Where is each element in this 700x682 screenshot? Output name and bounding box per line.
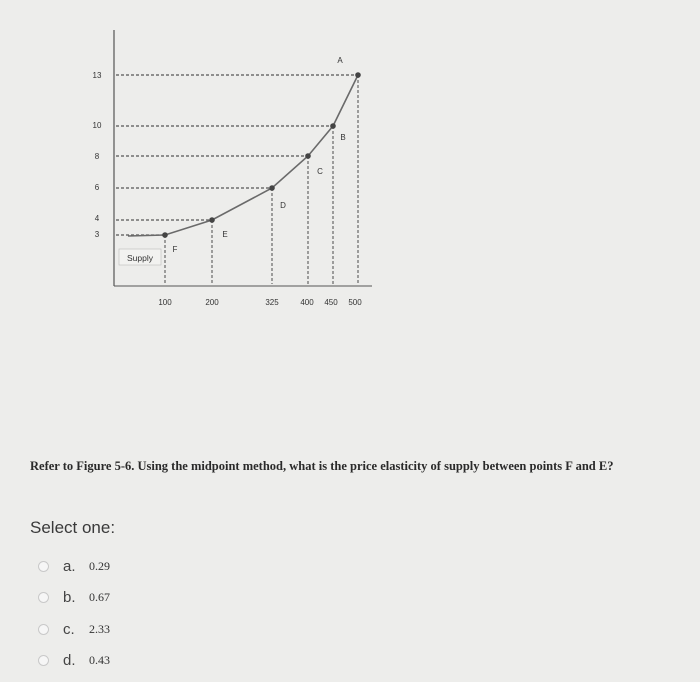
option-c[interactable] (38, 619, 110, 639)
y-tick-label: 6 (94, 183, 100, 192)
option-value: 0.29 (89, 558, 110, 573)
point-label-b: B (340, 133, 346, 142)
point-f (162, 232, 168, 238)
chart-points (162, 56, 361, 254)
point-label-a: A (337, 56, 343, 65)
option-a[interactable] (38, 556, 110, 576)
x-tick-label: 325 (265, 298, 279, 307)
y-tick-label: 3 (94, 230, 100, 239)
option-b[interactable] (38, 587, 110, 607)
supply-chart (0, 0, 700, 320)
radio-icon[interactable] (38, 561, 49, 572)
point-e (209, 217, 215, 223)
option-letter: d. (63, 651, 76, 669)
chart-tick-labels (93, 71, 363, 307)
radio-icon[interactable] (38, 655, 49, 666)
point-label-e: E (222, 230, 228, 239)
y-tick-label: 10 (92, 121, 102, 130)
radio-icon[interactable] (38, 592, 49, 603)
y-tick-label: 8 (94, 152, 100, 161)
x-tick-label: 500 (348, 298, 362, 307)
point-label-d: D (280, 201, 286, 210)
option-value: 0.67 (89, 589, 110, 604)
y-tick-label: 13 (92, 71, 102, 80)
option-letter: a. (63, 557, 76, 575)
y-tick-label: 4 (94, 214, 100, 223)
point-c (305, 153, 311, 159)
option-letter: b. (63, 588, 76, 606)
point-b (330, 123, 336, 129)
legend-label-supply: Supply (127, 253, 153, 263)
question-text: Refer to Figure 5-6. Using the midpoint method, what is the price elasticity of supply between points F and E? (30, 459, 614, 473)
option-d[interactable] (38, 650, 110, 670)
x-tick-label: 100 (158, 298, 172, 307)
select-one-label: Select one: (30, 518, 116, 537)
point-a (355, 72, 361, 78)
option-letter: c. (63, 620, 75, 638)
x-tick-label: 200 (205, 298, 219, 307)
option-value: 2.33 (89, 621, 110, 636)
point-d (269, 185, 275, 191)
x-tick-label: 400 (300, 298, 314, 307)
chart-legend (119, 249, 161, 265)
point-label-c: C (317, 167, 323, 176)
option-value: 0.43 (89, 652, 110, 667)
radio-icon[interactable] (38, 624, 49, 635)
x-tick-label: 450 (324, 298, 338, 307)
point-label-f: F (172, 245, 178, 254)
